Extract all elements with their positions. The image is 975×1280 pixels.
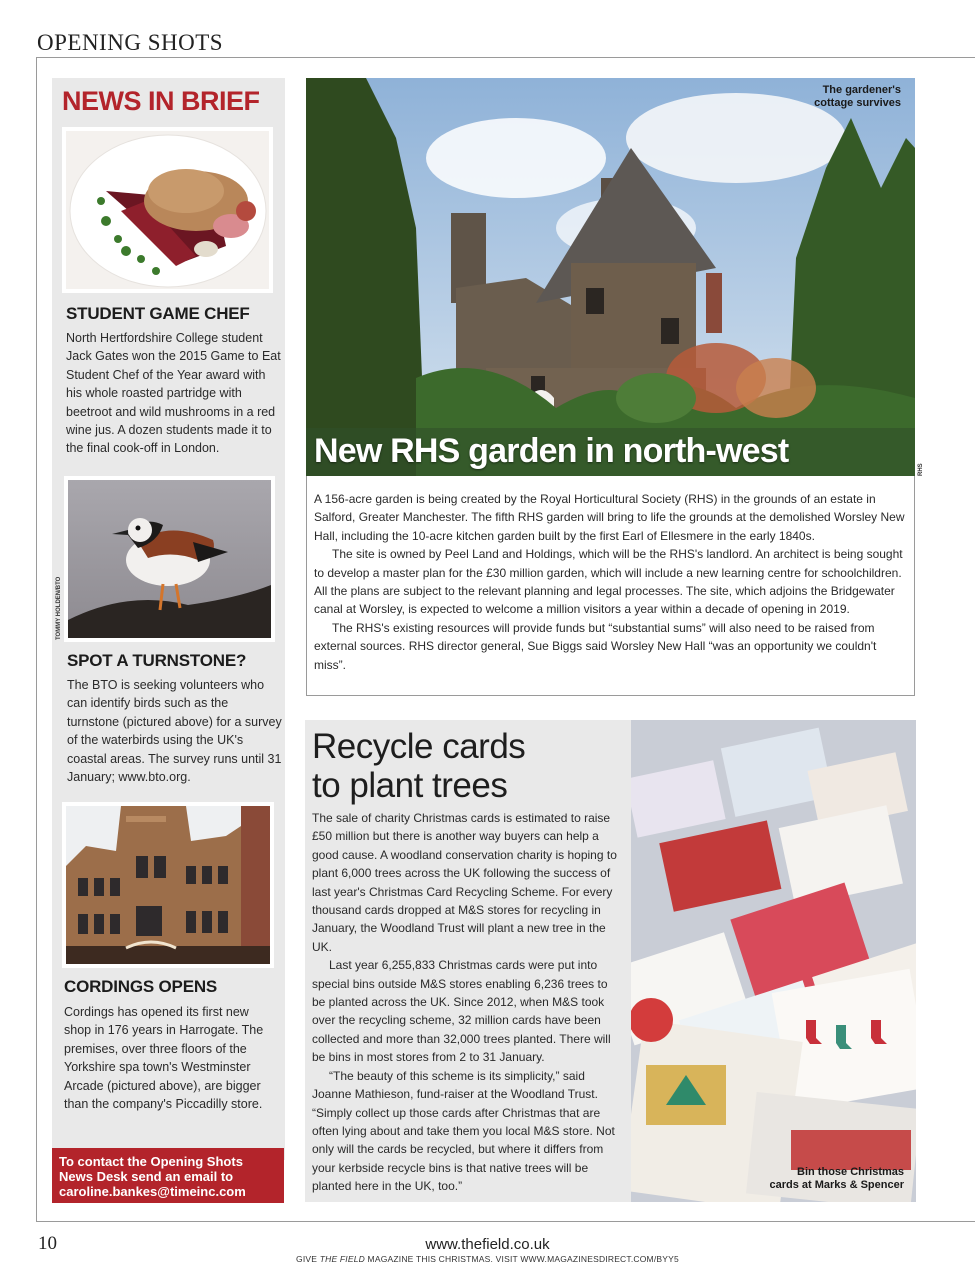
recycle-headline-line1: Recycle cards [312,727,526,766]
website-url: www.thefield.co.uk [425,1236,550,1253]
student-game-chef-text: North Hertfordshire College student Jack Gates won the 2015 Game to Eat Student Chef of the Year award with his whole roasted partridge with beetroot and wild mushrooms in a red wine jus. A dozen students made it to the final cook-off in London. [66,331,281,456]
promo-text-start: GIVE [296,1254,320,1264]
rhs-article-body [306,476,915,696]
recycle-paragraph: Last year 6,255,833 Christmas cards were put into special bins outside M&S stores enabling 6,236 trees to be planted across the UK. Since 2012, when M&S took over the recycling scheme, 32 million cards have been collected and more than 32,000 trees planted. There will be bins in most stores from 2 to 31 January. [312,958,611,1065]
rhs-photo-credit: RHS [918,463,924,476]
rhs-paragraph: A 156-acre garden is being created by the Royal Horticultural Society (RHS) in the grounds of an estate in Salford, Greater Manchester. The fifth RHS garden will bring to life the grounds at the demolished Worsley New Hall, including the 10-acre kitchen garden built by the first Earl of Ellesmere in the early 1840s. [314,492,905,543]
contact-news-desk-box [52,1148,284,1203]
turnstone-photo [64,476,275,642]
westminster-arcade-photo [62,802,274,968]
cards-photo-caption: Bin those Christmas cards at Marks & Spencer [769,1166,904,1191]
news-in-brief-title: NEWS IN BRIEF [62,86,260,116]
rhs-paragraph: The site is owned by Peel Land and Holdings, which will be the RHS's landlord. An architect is being sought to develop a master plan for the £30 million garden, which will include a new learning centre for schoolchildren. All the plans are subject to the relevant planning and legal processes. The site, which adjoins the Bridgewater canal at Worsley, is expected to welcome a million visitors a year within a decade of opening in 2019. [314,547,903,617]
turnstone-photo-credit: TOMMY HOLDEN/BTO [56,576,62,640]
recycle-article-body [312,809,624,1196]
rhs-paragraph: The RHS's existing resources will provide funds but “substantial sums” will also need to be raised from external sources. RHS director general, Sue Biggs said Worsley New Hall “was an opportunity we couldn't miss”. [314,620,877,672]
page-number: 10 [38,1233,57,1254]
rhs-photo-caption: The gardener's cottage survives [814,84,901,109]
partridge-dish-photo [62,127,273,293]
subscription-promo [0,1254,975,1264]
christmas-cards-photo [631,720,916,1202]
rhs-cottage-photo [306,78,915,476]
promo-text-end: MAGAZINE THIS CHRISTMAS. VISIT WWW.MAGAZINESDIRECT.COM/BYY5 [365,1254,679,1264]
rhs-headline: New RHS garden in north-west [314,432,789,470]
cordings-opens-heading: CORDINGS OPENS [64,977,218,996]
recycle-headline [312,727,622,805]
student-game-chef-heading: STUDENT GAME CHEF [66,304,250,323]
recycle-paragraph: “The beauty of this scheme is its simplicity,” said Joanne Mathieson, fund-raiser at the Woodland Trust. “Simply collect up those cards after Christmas that are often lying about and take them you local M&S store. Not only will the cards be recycled, but where it differs from your kerbside recycle bins is that native trees will be planted here in the UK, too.” [312,1068,615,1194]
recycle-paragraph: The sale of charity Christmas cards is estimated to raise £50 million but there is another way buyers can help a good cause. A woodland conservation charity is hoping to plant 6,000 trees across the UK following the success of last year's Christmas Card Recycling Scheme. For every thousand cards dropped at M&S stores for recycling in January, the Woodland Trust will plant a new tree in the UK. [312,811,617,954]
spot-a-turnstone-text: The BTO is seeking volunteers who can identify birds such as the turnstone (pictured above) for a survey of the waterbirds using the UK's coastal areas. The survey runs until 31 January; www.bto.org. [67,678,282,785]
recycle-headline-line2: to plant trees [312,766,508,805]
section-title: OPENING SHOTS [37,30,224,55]
contact-text: To contact the Opening Shots News Desk send an email to caroline.bankes@timeinc.com [59,1154,246,1199]
cordings-opens-text: Cordings has opened its first new shop in 176 years in Harrogate. The premises, over three floors of the Yorkshire spa town's Westminster Arcade (pictured above), are bigger than the company's Piccadilly store. [64,1005,264,1112]
spot-a-turnstone-heading: SPOT A TURNSTONE? [67,651,247,670]
promo-magazine-name: THE FIELD [319,1254,365,1264]
